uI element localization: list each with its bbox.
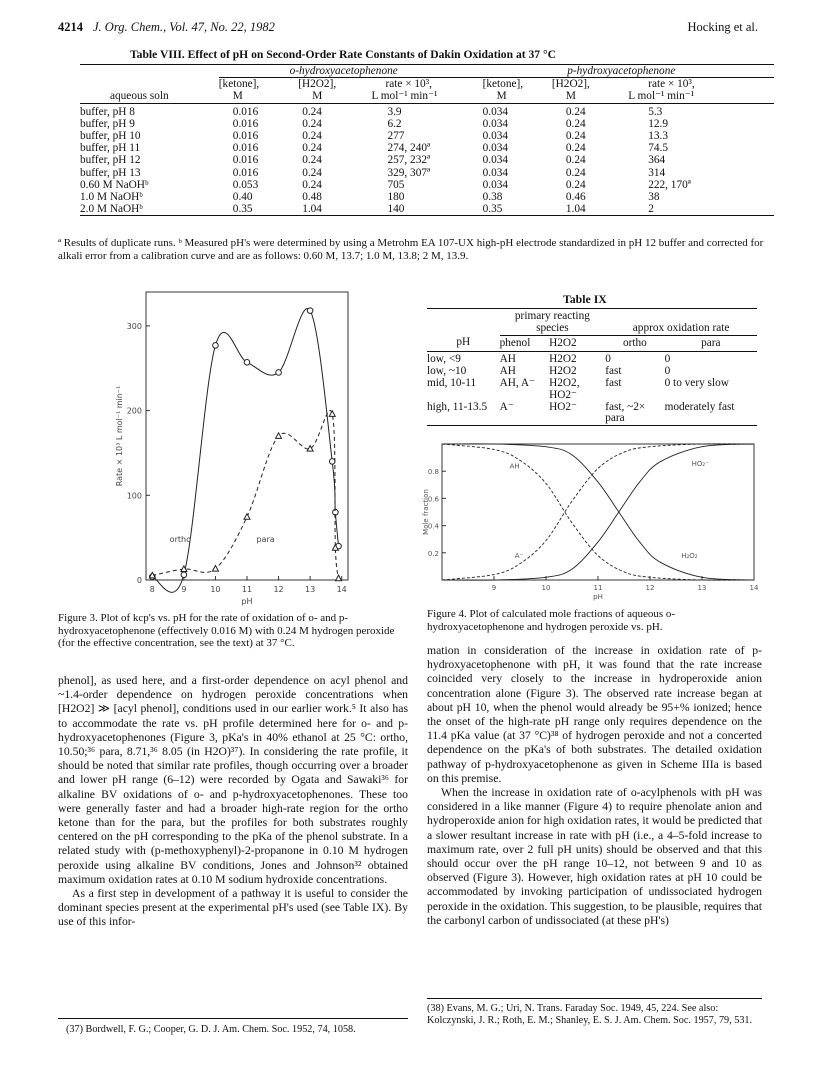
unit-m: M xyxy=(496,90,507,103)
x-tick-label: 8 xyxy=(149,585,155,594)
group-para-header: p-hydroxyacetophenone xyxy=(469,65,774,78)
table9-cell-para: 0 xyxy=(664,365,671,378)
table8-cell-or: 277 xyxy=(387,130,405,143)
x-axis-label: pH xyxy=(593,593,603,601)
table8-cell-pr: 12.9 xyxy=(648,117,668,130)
table8-cell-pk: 0.35 xyxy=(482,203,503,216)
table8-cell-or: 3.9 xyxy=(387,105,402,118)
col-soln: aqueous soln xyxy=(110,90,169,103)
unit-rate: L mol⁻¹ min⁻¹ xyxy=(371,90,438,103)
table8-cell-oh: 0.24 xyxy=(302,105,322,118)
table9-cell-h2o2: HO2⁻ xyxy=(549,400,578,413)
annotation-a-minus: A⁻ xyxy=(514,552,524,561)
th-ph: pH xyxy=(456,336,471,349)
table8-cell-ph: 0.24 xyxy=(565,154,586,167)
table9-cell-phenol: AH xyxy=(499,353,516,366)
table8-cell-or: 6.2 xyxy=(387,117,402,130)
th-ortho: ortho xyxy=(622,336,647,349)
body-right-p1: mation in consideration of the increase in oxidation rate of p-hydroxyacetophenone with pH, it was found that the rate increase coincided very closely to the increase in hydroperoxide anion concentration alone (Figure 3). The observed rate increase began at about pH 10, when the phenol would already be 95+% ionized; hence the onset of the high-rate pH range only requires dependence on the 11.4 pKa value (at 37 °C)³⁸ of hydrogen peroxide and not a concerted dependence on the pKa's of both substrates. The detailed oxidation pathway of p-hydroxyacetophenone as given in Scheme IIIa is based on this premise. xyxy=(427,644,762,785)
table8-cell-oh: 0.48 xyxy=(302,191,322,204)
table8-cell-ph: 1.04 xyxy=(565,203,586,216)
footnote-rule-right xyxy=(427,998,762,999)
table8-row xyxy=(80,118,774,130)
data-point-ortho xyxy=(244,360,250,366)
y-tick-label: 200 xyxy=(126,406,142,416)
table8-cell-ok: 0.016 xyxy=(232,130,259,143)
table8 xyxy=(80,64,774,216)
table8-cell-ok: 0.35 xyxy=(232,203,253,216)
table8-cell-oh: 0.24 xyxy=(302,130,322,143)
table9-row xyxy=(427,352,757,366)
table8-cell-pr: 13.3 xyxy=(648,130,668,143)
table8-cell-pr: 5.3 xyxy=(648,105,663,118)
table9-cell-para: 0 to very slow xyxy=(664,376,729,389)
y-tick-label: 100 xyxy=(126,491,142,501)
table8-cell-ph: 0.24 xyxy=(565,178,586,191)
x-tick-label: 10 xyxy=(210,585,221,594)
table9 xyxy=(427,308,757,426)
table8-cell-ok: 0.016 xyxy=(232,142,259,155)
table9-cell-ortho: fast xyxy=(605,376,622,389)
annotation-h2o2: H₂O₂ xyxy=(681,552,698,561)
table9-row xyxy=(427,402,757,426)
figure3-plot xyxy=(108,284,358,609)
table8-cell-pr: 364 xyxy=(648,154,666,167)
table8-cell-or: 257, 232ª xyxy=(387,154,431,167)
table9-cell-ortho: fast, ~2× para xyxy=(605,400,646,425)
table8-row xyxy=(80,154,774,166)
table8-cell-ok: 0.053 xyxy=(232,178,259,191)
table8-cell-soln: 0.60 M NaOHᵇ xyxy=(80,178,149,191)
series-line-para xyxy=(152,411,338,579)
journal-citation: J. Org. Chem., Vol. 47, No. 22, 1982 xyxy=(93,20,275,34)
table8-cell-pk: 0.034 xyxy=(482,166,509,179)
table8-cell-soln: buffer, pH 10 xyxy=(80,130,141,143)
data-point-para xyxy=(336,575,342,581)
body-right-p2: When the increase in oxidation rate of o-acylphenols with pH was considered in a like manner (Figure 4) to require phenolate anion and hydroperoxide anion for high oxidation rates, it would be predicted that a slower resultant increase in rate with pH (i.e., a 4–5-fold increase to maximum rate, over 2 full pH units) should be observed and that this should occur over the pH range 10–12, not between 9 and 10 as observed (Figure 3). However, high oxidation rates at pH 10 could be accommodated by invoking participation of undissociated hydrogen peroxide in the oxidation. This suggestion, to be plausible, requires that the carbonyl carbon of undissociated (at these pH's) xyxy=(427,786,762,927)
table8-cell-ph: 0.24 xyxy=(565,105,586,118)
unit-m: M xyxy=(312,90,323,103)
table8-cell-soln: 1.0 M NaOHᵇ xyxy=(80,191,143,204)
x-tick-label: 12 xyxy=(645,584,655,592)
table8-cell-pk: 0.034 xyxy=(482,178,509,191)
data-point-para xyxy=(212,566,218,572)
table8-row xyxy=(80,130,774,142)
x-tick-label: 12 xyxy=(273,585,284,594)
table8-cell-soln: buffer, pH 13 xyxy=(80,166,141,179)
x-tick-label: 9 xyxy=(491,584,497,592)
y-tick-label: 0.8 xyxy=(427,468,439,477)
data-point-ortho xyxy=(276,370,282,376)
data-point-ortho xyxy=(307,308,313,314)
table8-cell-oh: 1.04 xyxy=(302,203,322,216)
table9-cell-ph: low, <9 xyxy=(427,353,461,366)
figure4-plot xyxy=(420,438,760,603)
table9-cell-ortho: 0 xyxy=(605,353,611,366)
table8-cell-oh: 0.24 xyxy=(302,117,322,130)
table9-cell-para: 0 xyxy=(664,353,671,366)
th-para: para xyxy=(701,336,721,349)
table8-cell-soln: 2.0 M NaOHᵇ xyxy=(80,203,143,216)
table8-cell-oh: 0.24 xyxy=(302,178,322,191)
body-right xyxy=(427,644,762,928)
table8-cell-or: 329, 307ª xyxy=(387,166,431,179)
table9-row xyxy=(427,378,757,402)
table9-cell-ph: mid, 10-11 xyxy=(427,376,477,389)
table8-row xyxy=(80,203,774,216)
table9-cell-phenol: AH xyxy=(499,365,516,378)
table8-cell-pk: 0.034 xyxy=(482,154,509,167)
col-h2o2-p: [H2O2], xyxy=(551,78,590,91)
x-tick-label: 13 xyxy=(697,584,707,592)
table8-cell-soln: buffer, pH 11 xyxy=(80,142,141,155)
data-point-ortho xyxy=(329,459,335,465)
table9-title: Table IX xyxy=(563,292,607,306)
footnote-rule-left xyxy=(58,1018,408,1019)
unit-m: M xyxy=(565,90,576,103)
table8-cell-pk: 0.034 xyxy=(482,142,509,155)
figure3-caption: Figure 3. Plot of kcp's vs. pH for the rate of oxidation of o- and p-hydroxyacetophenone (effectively 0.016 M) with 0.24 M hydrogen peroxide (for the effective concentration, see the text) at 37 °C. xyxy=(58,612,395,650)
table9-cell-ph: low, ~10 xyxy=(427,365,467,378)
table8-row xyxy=(80,191,774,203)
y-axis-label: Rate × 10³ L mol⁻¹ min⁻¹ xyxy=(115,385,124,487)
figure4-caption: Figure 4. Plot of calculated mole fractions of aqueous o-hydroxyacetophenone and hydrogen peroxide vs. pH. xyxy=(427,608,676,633)
x-tick-label: 11 xyxy=(593,584,603,592)
group-ortho-header: o-hydroxyacetophenone xyxy=(219,65,469,78)
table8-cell-ph: 0.24 xyxy=(565,117,586,130)
x-tick-label: 10 xyxy=(541,584,551,592)
th-rate: approx oxidation rate xyxy=(605,309,757,336)
annotation-ho2: HO₂⁻ xyxy=(691,459,709,468)
figure4 xyxy=(420,438,760,603)
table8-title: Table VIII. Effect of pH on Second-Order Rate Constants of Dakin Oxidation at 37 °C xyxy=(130,48,557,61)
running-authors: Hocking et al. xyxy=(687,20,758,34)
table9-cell-ortho: fast xyxy=(605,365,622,378)
footnote-left: (37) Bordwell, F. G.; Cooper, G. D. J. Am. Chem. Soc. 1952, 74, 1058. xyxy=(66,1024,356,1035)
table9-cell-phenol: AH, A⁻ xyxy=(499,376,536,389)
table8-row xyxy=(80,103,774,118)
unit-rate: L mol⁻¹ min⁻¹ xyxy=(628,90,695,103)
table8-cell-or: 180 xyxy=(387,191,405,204)
table9-cell-phenol: A⁻ xyxy=(499,400,514,413)
footnote-right: (38) Evans, M. G.; Uri, N. Trans. Faraday Soc. 1949, 45, 224. See also: Kolczynski, J. R.; Roth, E. M.; Shanley, E. S. J. Am. Chem. Soc. 1957, 79, 531. xyxy=(427,1003,753,1026)
unit-m: M xyxy=(232,90,243,103)
table8-cell-oh: 0.24 xyxy=(302,142,322,155)
y-tick-label: 0.4 xyxy=(427,522,439,531)
body-left xyxy=(58,674,408,930)
table9-cell-h2o2: H2O2, HO2⁻ xyxy=(549,376,580,401)
table9-cell-h2o2: H2O2 xyxy=(549,365,577,378)
annotation-ah: AH xyxy=(509,462,520,471)
table8-cell-or: 705 xyxy=(387,178,405,191)
table8-cell-ok: 0.016 xyxy=(232,154,259,167)
annotation-para: para xyxy=(256,534,275,544)
table8-cell-pr: 2 xyxy=(648,203,654,216)
table8-cell-ok: 0.40 xyxy=(232,191,253,204)
data-point-ortho xyxy=(181,572,187,578)
table8-cell-pk: 0.38 xyxy=(482,191,503,204)
table8-cell-ok: 0.016 xyxy=(232,117,259,130)
x-tick-label: 14 xyxy=(749,584,759,592)
table8-row xyxy=(80,142,774,154)
table8-cell-ok: 0.016 xyxy=(232,105,259,118)
x-tick-label: 14 xyxy=(336,585,347,594)
table8-row xyxy=(80,167,774,179)
data-point-ortho xyxy=(213,343,219,349)
table8-row xyxy=(80,179,774,191)
col-ketone-p: [ketone], xyxy=(482,78,524,91)
table8-cell-or: 274, 240ª xyxy=(387,142,431,155)
table8-cell-pr: 222, 170ª xyxy=(648,178,691,191)
col-rate-p: rate × 10³, xyxy=(648,78,695,91)
table8-cell-oh: 0.24 xyxy=(302,154,322,167)
table8-cell-ph: 0.24 xyxy=(565,166,586,179)
table9-cell-para: moderately fast xyxy=(664,400,735,413)
table8-cell-ok: 0.016 xyxy=(232,166,259,179)
x-tick-label: 9 xyxy=(181,585,187,594)
x-axis-label: pH xyxy=(241,597,253,606)
data-point-para xyxy=(244,514,250,520)
col-rate: rate × 10³, xyxy=(385,78,432,91)
table8-cell-pk: 0.034 xyxy=(482,130,509,143)
y-tick-label: 0 xyxy=(136,576,142,585)
table8-cell-ph: 0.24 xyxy=(565,142,586,155)
page-number: 4214 xyxy=(58,20,83,34)
th-species: primary reacting species xyxy=(500,309,606,336)
table9-cell-ph: high, 11-13.5 xyxy=(427,400,488,413)
x-tick-label: 11 xyxy=(241,585,253,594)
table8-cell-ph: 0.46 xyxy=(565,191,586,204)
col-ketone: [ketone], xyxy=(218,78,260,91)
annotation-ortho: ortho xyxy=(169,534,191,544)
table8-cell-pr: 74.5 xyxy=(648,142,668,155)
data-point-para xyxy=(329,411,335,417)
th-phenol: phenol xyxy=(499,336,531,349)
table8-cell-oh: 0.24 xyxy=(302,166,322,179)
table8-cell-soln: buffer, pH 9 xyxy=(80,117,135,130)
data-point-para xyxy=(276,433,282,439)
th-h2o2: H2O2 xyxy=(549,336,577,349)
body-left-p2: As a first step in development of a pathway it is useful to consider the dominant species present at the experimental pH's used (see Table IX). By use of this infor- xyxy=(58,887,408,929)
table8-cell-pr: 38 xyxy=(648,191,660,204)
x-tick-label: 13 xyxy=(305,585,316,594)
y-axis-label: Mole fraction xyxy=(422,489,430,535)
table8-cell-pk: 0.034 xyxy=(482,117,509,130)
figure3 xyxy=(108,284,358,609)
table8-cell-pk: 0.034 xyxy=(482,105,509,118)
table8-footnote: ª Results of duplicate runs. ᵇ Measured pH's were determined by using a Metrohm EA 107-UX high-pH electrode standardized in pH 12 buffer and corrected for alkali error from a calibration curve and are as follows: 0.60 M, 13.7; 1.0 M, 13.8; 2 M, 13.9. xyxy=(58,237,764,262)
table8-cell-or: 140 xyxy=(387,203,405,216)
y-tick-label: 300 xyxy=(126,321,142,331)
body-left-p1: phenol], as used here, and a first-order dependence on acyl phenol and ~1.4-order dependence on hydrogen peroxide concentrations when [H2O2] ≫ [acyl phenol], conditions used in our earlier work.⁵ It also has to accommodate the rate vs. pH profile determined here for o- and p-hydroxyacetophenones (Figure 3, pKa's in 40% ethanol at 25 °C: ortho, 10.50;³⁶ para, 8.71,³⁶ 8.05 (in H2O)³⁷). In considering the rate profile, it should be noted that similar rate profiles, though occurring over a broader and lower pH range (6–12) were recorded by Ogata and Sawaki³⁶ for alkaline BV oxidations of o- and p-hydroxyacetophenones. These too were generally faster and had a broader high-rate region for the ortho ketone than for the para, but the profiles for both substrates roughly centered on the pH corresponding to the pKa of the phenol substrate. In a related study with (p-methoxyphenyl)-2-propanone in 0.10 M hydrogen peroxide using alkaline BV conditions, Jones and Johnson³² obtained maximum oxidation rates at 0.10 M sodium hydroxide concentrations. xyxy=(58,674,408,886)
table8-cell-soln: buffer, pH 12 xyxy=(80,154,141,167)
y-tick-label: 0.6 xyxy=(427,495,439,504)
table8-cell-pr: 314 xyxy=(648,166,666,179)
table8-cell-ph: 0.24 xyxy=(565,130,586,143)
table9-cell-h2o2: H2O2 xyxy=(549,353,577,366)
y-tick-label: 0.2 xyxy=(427,549,439,558)
table8-cell-soln: buffer, pH 8 xyxy=(80,105,135,118)
col-h2o2: [H2O2], xyxy=(298,78,337,91)
